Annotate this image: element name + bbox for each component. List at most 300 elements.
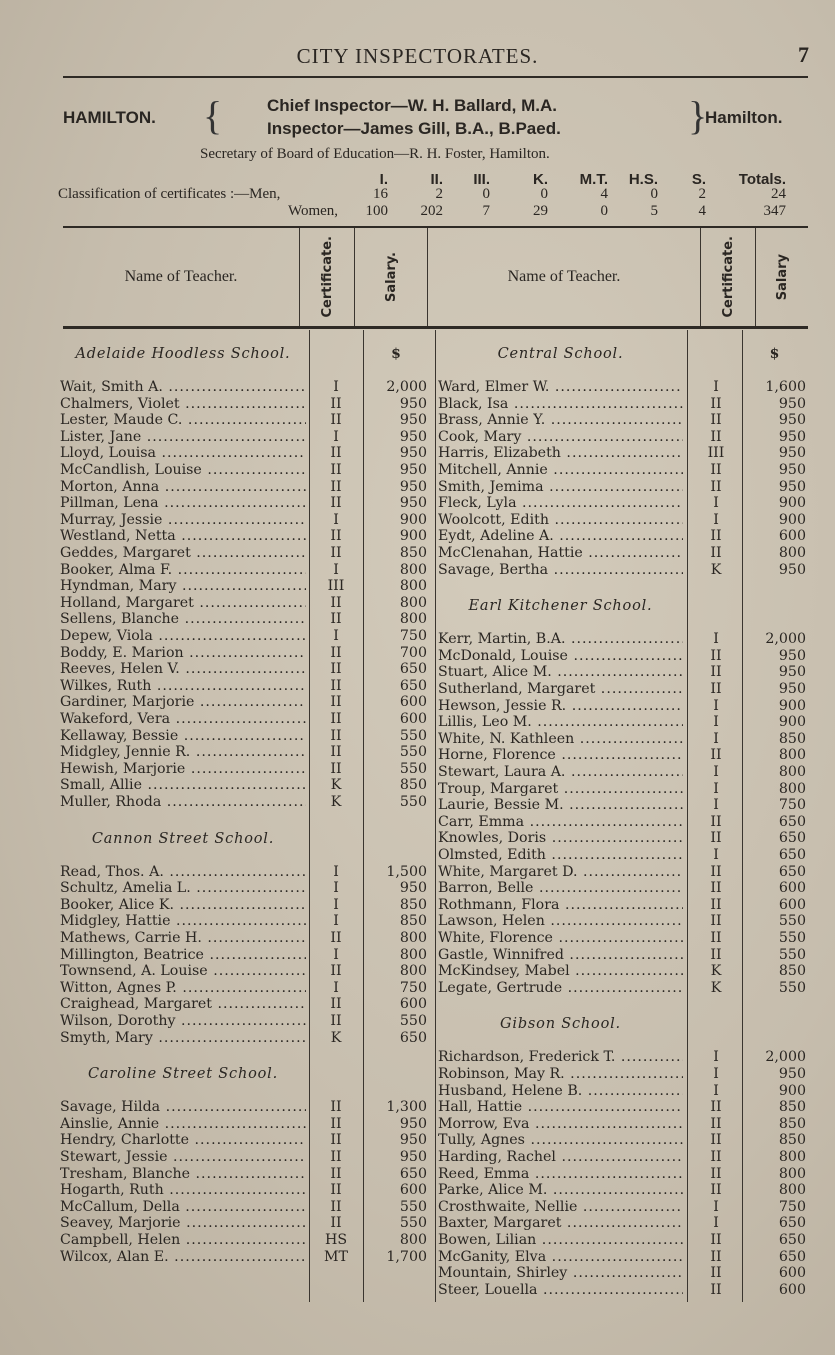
header-salary-left — [355, 228, 427, 326]
teacher-row — [60, 963, 427, 979]
currency-symbol: $ — [391, 346, 401, 362]
teacher-certificate: II — [710, 1248, 722, 1265]
teacher-salary: 750 — [399, 628, 427, 644]
teacher-salary: 550 — [399, 1198, 427, 1215]
teacher-row — [60, 528, 427, 544]
page-number: 7 — [798, 42, 809, 67]
teacher-certificate: II — [710, 747, 722, 764]
teacher-row — [438, 980, 806, 996]
teacher-salary: 700 — [399, 644, 427, 661]
teacher-row — [60, 711, 427, 727]
teacher-salary: 950 — [399, 462, 427, 478]
teacher-name: Rothmann, Flora ..... — [438, 897, 683, 913]
teacher-certificate: K — [330, 794, 342, 810]
classification-column-label: K. — [533, 171, 548, 188]
teacher-row — [438, 913, 806, 929]
teacher-row — [60, 744, 427, 760]
left-brace-icon: { — [203, 93, 223, 138]
teacher-salary: 650 — [778, 1232, 806, 1248]
teacher-name: Lester, Maude C. ..... — [60, 412, 306, 428]
teacher-certificate: I — [713, 797, 719, 814]
teacher-row — [438, 764, 806, 780]
teacher-name: Hall, Hattie ..... — [438, 1099, 683, 1115]
teacher-salary: 800 — [399, 561, 427, 578]
teacher-salary: 950 — [778, 561, 806, 578]
header-cert-right — [701, 228, 755, 326]
teacher-row — [60, 611, 427, 627]
teacher-salary: 950 — [399, 445, 427, 462]
column-divider — [435, 330, 436, 1302]
teacher-row — [60, 462, 427, 478]
teacher-salary: 800 — [399, 594, 427, 611]
teacher-salary: 2,000 — [386, 379, 427, 395]
teacher-name: Wakeford, Vera ..... — [60, 711, 306, 727]
teacher-name: Brass, Annie Y. ..... — [438, 412, 683, 428]
teacher-row — [438, 512, 806, 528]
teacher-name: Woolcott, Edith ..... — [438, 512, 683, 528]
teacher-certificate: II — [330, 996, 342, 1013]
teacher-certificate: II — [330, 711, 342, 727]
teacher-certificate: II — [330, 744, 342, 761]
teacher-salary: 900 — [778, 1082, 806, 1099]
teacher-certificate: II — [330, 1215, 342, 1232]
teacher-certificate: II — [710, 863, 722, 880]
teacher-salary: 600 — [778, 896, 806, 913]
teacher-salary: 650 — [399, 1165, 427, 1182]
teacher-certificate: I — [333, 511, 339, 528]
teacher-name: Baxter, Margaret ..... — [438, 1215, 683, 1231]
teacher-salary: 550 — [399, 727, 427, 744]
teacher-salary: 550 — [778, 946, 806, 963]
teacher-name: Stewart, Laura A. ..... — [438, 764, 683, 780]
classification-women-value: 100 — [365, 203, 388, 219]
teacher-name: Savage, Hilda ..... — [60, 1099, 306, 1115]
teacher-row — [438, 947, 806, 963]
teacher-certificate: II — [330, 1182, 342, 1199]
header-divider — [427, 228, 428, 326]
inspectorate-block — [63, 94, 808, 142]
classification-column-label: S. — [691, 171, 706, 188]
teacher-salary: 850 — [778, 1099, 806, 1116]
teacher-row — [438, 880, 806, 896]
teacher-certificate: II — [710, 428, 722, 445]
teacher-salary: 850 — [778, 730, 806, 747]
teacher-row — [60, 412, 427, 428]
teacher-name: Barron, Belle ..... — [438, 880, 683, 896]
teacher-row — [60, 947, 427, 963]
teacher-salary: 2,000 — [765, 1049, 806, 1066]
teacher-name: Millington, Beatrice ..... — [60, 947, 306, 963]
teacher-name: McDonald, Louise ..... — [438, 648, 683, 664]
teacher-salary: 950 — [399, 478, 427, 495]
teacher-salary: 800 — [778, 764, 806, 780]
teacher-name: Knowles, Doris ..... — [438, 830, 683, 846]
teacher-certificate: II — [330, 661, 342, 678]
teacher-salary: 800 — [778, 1149, 806, 1165]
teacher-certificate: II — [710, 1281, 722, 1298]
teacher-row — [438, 1265, 806, 1281]
teacher-row — [438, 445, 806, 461]
header-divider — [299, 228, 300, 326]
teacher-name: Mountain, Shirley ..... — [438, 1265, 683, 1281]
teacher-certificate: I — [713, 1066, 719, 1082]
teacher-name: Harding, Rachel ..... — [438, 1149, 683, 1165]
teacher-row — [438, 731, 806, 747]
classification-women-value: 347 — [763, 203, 786, 219]
teacher-certificate: I — [333, 896, 339, 913]
header-divider — [354, 228, 355, 326]
teacher-salary: 650 — [778, 847, 806, 863]
teacher-name: Gastle, Winnifred ..... — [438, 947, 683, 963]
teacher-row — [60, 396, 427, 412]
teacher-row — [438, 714, 806, 730]
teacher-row — [438, 1166, 806, 1182]
teacher-certificate: II — [330, 644, 342, 661]
teacher-name: McClenahan, Hattie ..... — [438, 545, 683, 561]
teacher-certificate: I — [713, 1082, 719, 1099]
teacher-name: Witton, Agnes P. ..... — [60, 980, 306, 996]
teacher-name: White, N. Kathleen ..... — [438, 731, 683, 747]
teacher-certificate: I — [713, 697, 719, 714]
teacher-row — [438, 545, 806, 561]
teacher-salary: 800 — [778, 780, 806, 797]
header-divider — [700, 228, 701, 326]
teacher-salary: 900 — [778, 697, 806, 714]
teacher-name: Depew, Viola ..... — [60, 628, 306, 644]
teacher-salary: 950 — [778, 445, 806, 462]
teacher-row — [438, 379, 806, 395]
teacher-name: White, Florence ..... — [438, 930, 683, 946]
teacher-certificate: II — [710, 830, 722, 847]
teacher-salary: 650 — [399, 677, 427, 694]
teacher-salary: 900 — [778, 714, 806, 731]
teacher-name: Tresham, Blanche ..... — [60, 1166, 306, 1182]
teacher-row — [60, 1166, 427, 1182]
teacher-name: Mitchell, Annie ..... — [438, 462, 683, 478]
teacher-name: White, Margaret D. ..... — [438, 864, 683, 880]
school-heading: Cannon Street School. — [91, 830, 275, 847]
teacher-certificate: II — [330, 1099, 342, 1116]
teacher-salary: 950 — [778, 1066, 806, 1082]
teacher-certificate: II — [710, 664, 722, 681]
teacher-name: Olmsted, Edith ..... — [438, 847, 683, 863]
teacher-certificate: I — [333, 880, 339, 897]
teacher-certificate: II — [330, 1149, 342, 1165]
teacher-name: Murray, Jessie ..... — [60, 512, 306, 528]
teacher-name: Smith, Jemima ..... — [438, 479, 683, 495]
teacher-name: Reeves, Helen V. ..... — [60, 661, 306, 677]
teacher-certificate: III — [707, 445, 725, 462]
teacher-certificate: II — [710, 1165, 722, 1182]
teacher-name: Wilson, Dorothy ..... — [60, 1013, 306, 1029]
teacher-name: Wilkes, Ruth ..... — [60, 678, 306, 694]
teacher-certificate: II — [710, 1115, 722, 1132]
teacher-row — [438, 963, 806, 979]
teacher-certificate: II — [330, 445, 342, 462]
teacher-row — [438, 462, 806, 478]
header-salary-right — [756, 228, 808, 326]
teacher-certificate: II — [710, 462, 722, 478]
classification-women-label: Women, — [288, 203, 339, 219]
teacher-name: Schultz, Amelia L. ..... — [60, 880, 306, 896]
teacher-certificate: II — [330, 727, 342, 744]
teacher-salary: 600 — [399, 996, 427, 1013]
teacher-row — [60, 1232, 427, 1248]
teacher-certificate: K — [710, 979, 722, 996]
header-cert-left — [300, 228, 354, 326]
teacher-row — [60, 445, 427, 461]
teacher-salary: 1,500 — [386, 863, 427, 880]
teacher-name: Midgley, Jennie R. ..... — [60, 744, 306, 760]
inspector: Inspector—James Gill, B.A., B.Paed. — [267, 119, 561, 138]
teacher-salary: 650 — [778, 863, 806, 880]
teacher-salary: 800 — [778, 1165, 806, 1182]
school-heading: Caroline Street School. — [88, 1066, 278, 1083]
teacher-name: Lawson, Helen ..... — [438, 913, 683, 929]
secretary-line: Secretary of Board of Education—R. H. Foster, Hamilton. — [200, 146, 550, 162]
classification-women-value: 202 — [420, 203, 443, 219]
teacher-row — [60, 1116, 427, 1132]
teacher-certificate: I — [713, 631, 719, 648]
teacher-row — [438, 698, 806, 714]
classification-column-label: II. — [430, 171, 443, 188]
teacher-name: McKindsey, Mabel ..... — [438, 963, 683, 979]
teacher-salary: 650 — [778, 813, 806, 830]
teacher-salary: 550 — [399, 794, 427, 810]
teacher-row — [60, 794, 427, 810]
teacher-row — [60, 661, 427, 677]
teacher-salary: 950 — [778, 395, 806, 412]
teacher-certificate: II — [710, 1265, 722, 1282]
teacher-salary: 550 — [778, 979, 806, 996]
teacher-name: McCandlish, Louise ..... — [60, 462, 306, 478]
teacher-certificate: II — [330, 1013, 342, 1029]
teacher-name: Bowen, Lilian ..... — [438, 1232, 683, 1248]
teacher-certificate: II — [330, 545, 342, 561]
teacher-certificate: K — [330, 1029, 342, 1046]
teacher-salary: 650 — [778, 1215, 806, 1232]
teacher-row — [438, 830, 806, 846]
classification-women-value: 5 — [650, 203, 658, 219]
teacher-name: Gardiner, Marjorie ..... — [60, 694, 306, 710]
teacher-salary: 800 — [399, 930, 427, 946]
teacher-row — [438, 631, 806, 647]
school-heading: Gibson School. — [500, 1016, 621, 1033]
teacher-name: Reed, Emma ..... — [438, 1166, 683, 1182]
teacher-certificate: I — [333, 979, 339, 996]
teacher-row — [438, 1132, 806, 1148]
classification-men-value: 2 — [435, 186, 443, 202]
teacher-row — [438, 1099, 806, 1115]
teacher-salary: 850 — [399, 913, 427, 930]
teacher-name: Stuart, Alice M. ..... — [438, 664, 683, 680]
teacher-name: Booker, Alice K. ..... — [60, 897, 306, 913]
teacher-certificate: I — [713, 1215, 719, 1232]
teacher-salary: 850 — [778, 1115, 806, 1132]
teacher-row — [438, 648, 806, 664]
teacher-salary: 800 — [399, 946, 427, 963]
classification-women-row — [58, 203, 818, 221]
teacher-row — [438, 1182, 806, 1198]
teacher-name: Hogarth, Ruth ..... — [60, 1182, 306, 1198]
teacher-row — [438, 412, 806, 428]
teacher-certificate: I — [713, 730, 719, 747]
teacher-salary: 950 — [399, 880, 427, 897]
teacher-certificate: I — [333, 379, 339, 395]
teacher-name: Parke, Alice M. ..... — [438, 1182, 683, 1198]
teacher-row — [60, 1099, 427, 1115]
teacher-salary: 950 — [778, 462, 806, 478]
teacher-salary: 600 — [778, 880, 806, 897]
teacher-row — [60, 429, 427, 445]
teacher-row — [438, 1149, 806, 1165]
teacher-certificate: II — [330, 395, 342, 412]
currency-symbol: $ — [769, 346, 780, 362]
teacher-salary: 950 — [399, 1132, 427, 1149]
teacher-name: Read, Thos. A. ..... — [60, 864, 306, 880]
classification-men-row — [58, 186, 818, 204]
school-heading: Adelaide Hoodless School. — [75, 346, 291, 362]
teacher-certificate: MT — [324, 1248, 348, 1265]
teacher-row — [60, 562, 427, 578]
classification-men-value: 16 — [373, 186, 388, 202]
teacher-salary: 800 — [399, 963, 427, 980]
teacher-name: Crosthwaite, Nellie ..... — [438, 1199, 683, 1215]
teacher-certificate: I — [713, 1198, 719, 1215]
teacher-certificate: I — [333, 863, 339, 880]
teacher-name: Campbell, Helen ..... — [60, 1232, 306, 1248]
classification-men-value: 2 — [698, 186, 706, 202]
teacher-name: Carr, Emma ..... — [438, 814, 683, 830]
teacher-name: Morrow, Eva ..... — [438, 1116, 683, 1132]
teacher-certificate: II — [710, 1099, 722, 1116]
teacher-certificate: II — [710, 1132, 722, 1149]
teacher-row — [60, 897, 427, 913]
table-header — [63, 228, 808, 326]
teacher-salary: 800 — [778, 545, 806, 561]
teacher-row — [60, 1249, 427, 1265]
teacher-name: Husband, Helene B. ..... — [438, 1083, 683, 1099]
teacher-row — [438, 897, 806, 913]
teacher-certificate: I — [333, 628, 339, 644]
classification-column-label: III. — [473, 171, 490, 188]
teacher-certificate: II — [710, 545, 722, 561]
chief-inspector: Chief Inspector—W. H. Ballard, M.A. — [267, 96, 557, 115]
header-salary-left-label: Salary. — [383, 252, 399, 302]
teacher-certificate: I — [713, 847, 719, 863]
teacher-row — [438, 1116, 806, 1132]
teacher-certificate: I — [713, 780, 719, 797]
teacher-salary: 600 — [399, 694, 427, 711]
teacher-certificate: II — [330, 412, 342, 429]
teacher-certificate: II — [710, 647, 722, 664]
teacher-salary: 750 — [399, 979, 427, 996]
teacher-name: Westland, Netta ..... — [60, 528, 306, 544]
teacher-row — [438, 396, 806, 412]
teacher-salary: 600 — [778, 1265, 806, 1282]
teacher-name: Stewart, Jessie ..... — [60, 1149, 306, 1165]
teacher-certificate: II — [330, 1165, 342, 1182]
teacher-salary: 950 — [778, 412, 806, 429]
teacher-salary: 950 — [399, 412, 427, 429]
teacher-certificate: II — [710, 1149, 722, 1165]
teacher-name: Mathews, Carrie H. ..... — [60, 930, 306, 946]
teacher-certificate: II — [330, 1198, 342, 1215]
school-heading: Earl Kitchener School. — [468, 598, 653, 615]
teacher-row — [438, 429, 806, 445]
teacher-name: Horne, Florence ..... — [438, 747, 683, 763]
teacher-certificate: K — [710, 561, 722, 578]
teacher-salary: 600 — [778, 1281, 806, 1298]
teacher-salary: 950 — [778, 647, 806, 664]
teacher-row — [60, 761, 427, 777]
teacher-salary: 2,000 — [765, 631, 806, 648]
teacher-name: Tully, Agnes ..... — [438, 1132, 683, 1148]
running-head: CITY INSPECTORATES. — [296, 44, 539, 68]
teacher-salary: 650 — [778, 830, 806, 847]
teacher-certificate: II — [330, 528, 342, 545]
teacher-certificate: I — [713, 379, 719, 395]
teacher-certificate: I — [333, 428, 339, 445]
teacher-salary: 750 — [778, 797, 806, 814]
teacher-name: Hewish, Marjorie ..... — [60, 761, 306, 777]
teacher-row — [60, 777, 427, 793]
teacher-certificate: II — [710, 946, 722, 963]
teacher-salary: 650 — [778, 1248, 806, 1265]
teacher-salary: 950 — [399, 1149, 427, 1165]
teacher-name: Ainslie, Annie ..... — [60, 1116, 306, 1132]
teacher-salary: 850 — [399, 896, 427, 913]
teacher-certificate: HS — [324, 1232, 348, 1248]
classification-column-label: M.T. — [579, 171, 608, 188]
teacher-salary: 1,700 — [386, 1248, 427, 1265]
teacher-salary: 600 — [399, 1182, 427, 1199]
header-name-right — [428, 228, 700, 326]
teacher-name: Pillman, Lena ..... — [60, 495, 306, 511]
teacher-row — [438, 1282, 806, 1298]
teacher-name: Morton, Anna ..... — [60, 479, 306, 495]
teacher-name: Hewson, Jessie R. ..... — [438, 698, 683, 714]
header-salary-right-label: Salary — [774, 253, 790, 301]
teacher-certificate: II — [710, 1232, 722, 1248]
teacher-certificate: II — [330, 495, 342, 512]
teacher-salary: 800 — [778, 1182, 806, 1199]
teacher-row — [438, 1215, 806, 1231]
teacher-salary: 950 — [778, 428, 806, 445]
classification-women-value: 29 — [533, 203, 548, 219]
teacher-certificate: II — [330, 677, 342, 694]
teacher-name: Smyth, Mary ..... — [60, 1030, 306, 1046]
teacher-row — [438, 562, 806, 578]
teacher-certificate: II — [330, 611, 342, 628]
classification-men-value: 0 — [540, 186, 548, 202]
classification-men-value: 0 — [650, 186, 658, 202]
classification-women-value: 0 — [600, 203, 608, 219]
classification-men-label: Classification of certificates :—Men, — [58, 186, 281, 202]
teacher-name: Lillis, Leo M. ..... — [438, 714, 683, 730]
teacher-row — [438, 681, 806, 697]
teacher-row — [60, 1215, 427, 1231]
teacher-row — [438, 1049, 806, 1065]
teacher-certificate: I — [713, 714, 719, 731]
teacher-certificate: II — [710, 412, 722, 429]
classification-men-value: 24 — [771, 186, 786, 202]
teacher-row — [60, 930, 427, 946]
teacher-salary: 600 — [399, 711, 427, 727]
teacher-name: Kellaway, Bessie ..... — [60, 728, 306, 744]
teacher-row — [438, 864, 806, 880]
teacher-certificate: II — [710, 395, 722, 412]
